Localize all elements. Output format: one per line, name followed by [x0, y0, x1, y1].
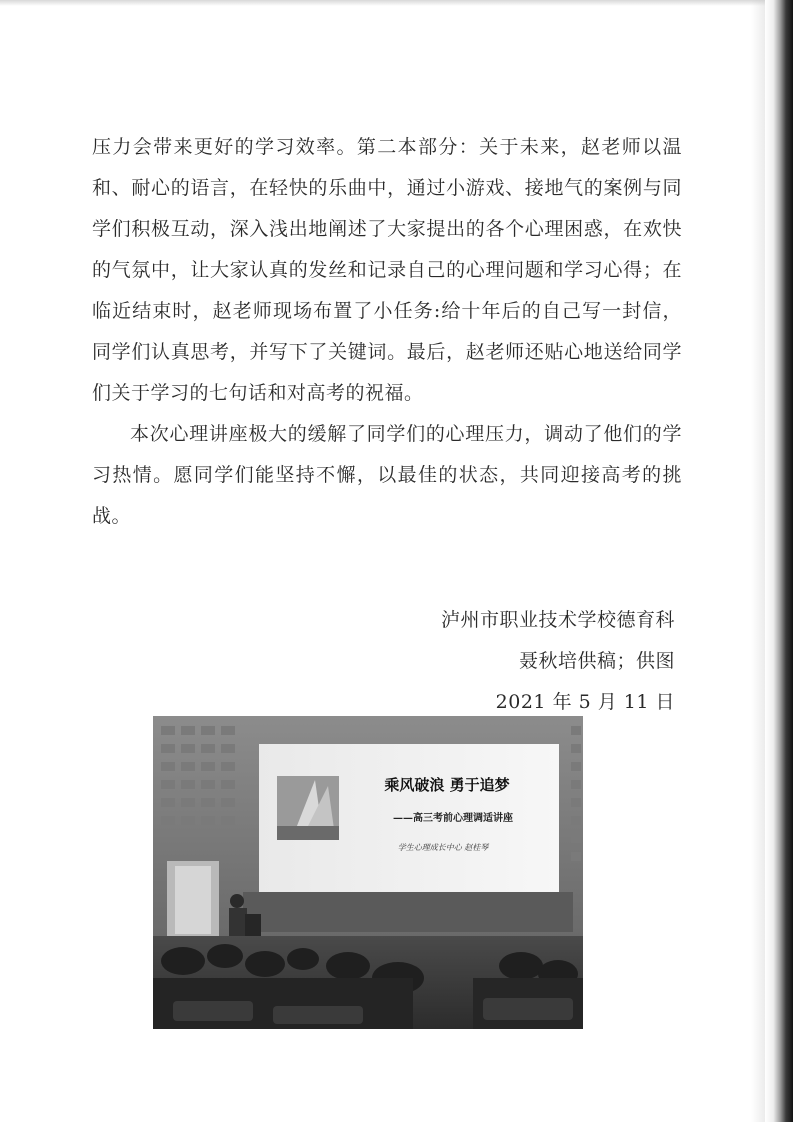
paragraph-conclusion: 本次心理讲座极大的缓解了同学们的心理压力，调动了他们的学习热情。愿同学们能坚持不懈，以最佳的状态，共同迎接高考的挑战。: [92, 423, 682, 527]
slide-title: 乘风破浪 勇于追梦: [384, 776, 510, 794]
scan-right-edge: [765, 0, 793, 1122]
slide-subtitle: ——高三考前心理调适讲座: [393, 813, 513, 824]
scan-top-edge: [0, 0, 793, 6]
signature-org: 泸州市职业技术学校德育科: [440, 609, 675, 631]
signature-date: 2021 年 5 月 11 日: [495, 691, 675, 713]
slide-sailboat-image: [277, 776, 339, 840]
signature-author: 聂秋培供稿；供图: [518, 650, 675, 672]
lecture-photo: [153, 716, 583, 1029]
article-body: [92, 127, 682, 537]
scan-right-shade: [751, 0, 765, 1122]
signature-block: [441, 600, 675, 723]
paragraph-continued: 压力会带来更好的学习效率。第二本部分：关于未来，赵老师以温和、耐心的语言，在轻快的乐曲中，通过小游戏、接地气的案例与同学们积极互动，深入浅出地阐述了大家提出的各个心理困惑，在欢快的气氛中，让大家认真的发丝和记录自己的心理问题和学习心得；在临近结束时，赵老师现场布置了小任务:给十年后的自己写一封信，同学们认真思考，并写下了关键词。最后，赵老师还贴心地送给同学们关于学习的七句话和对高考的祝福。: [92, 136, 682, 404]
slide-credit: 学生心理成长中心 赵桂琴: [397, 843, 489, 852]
